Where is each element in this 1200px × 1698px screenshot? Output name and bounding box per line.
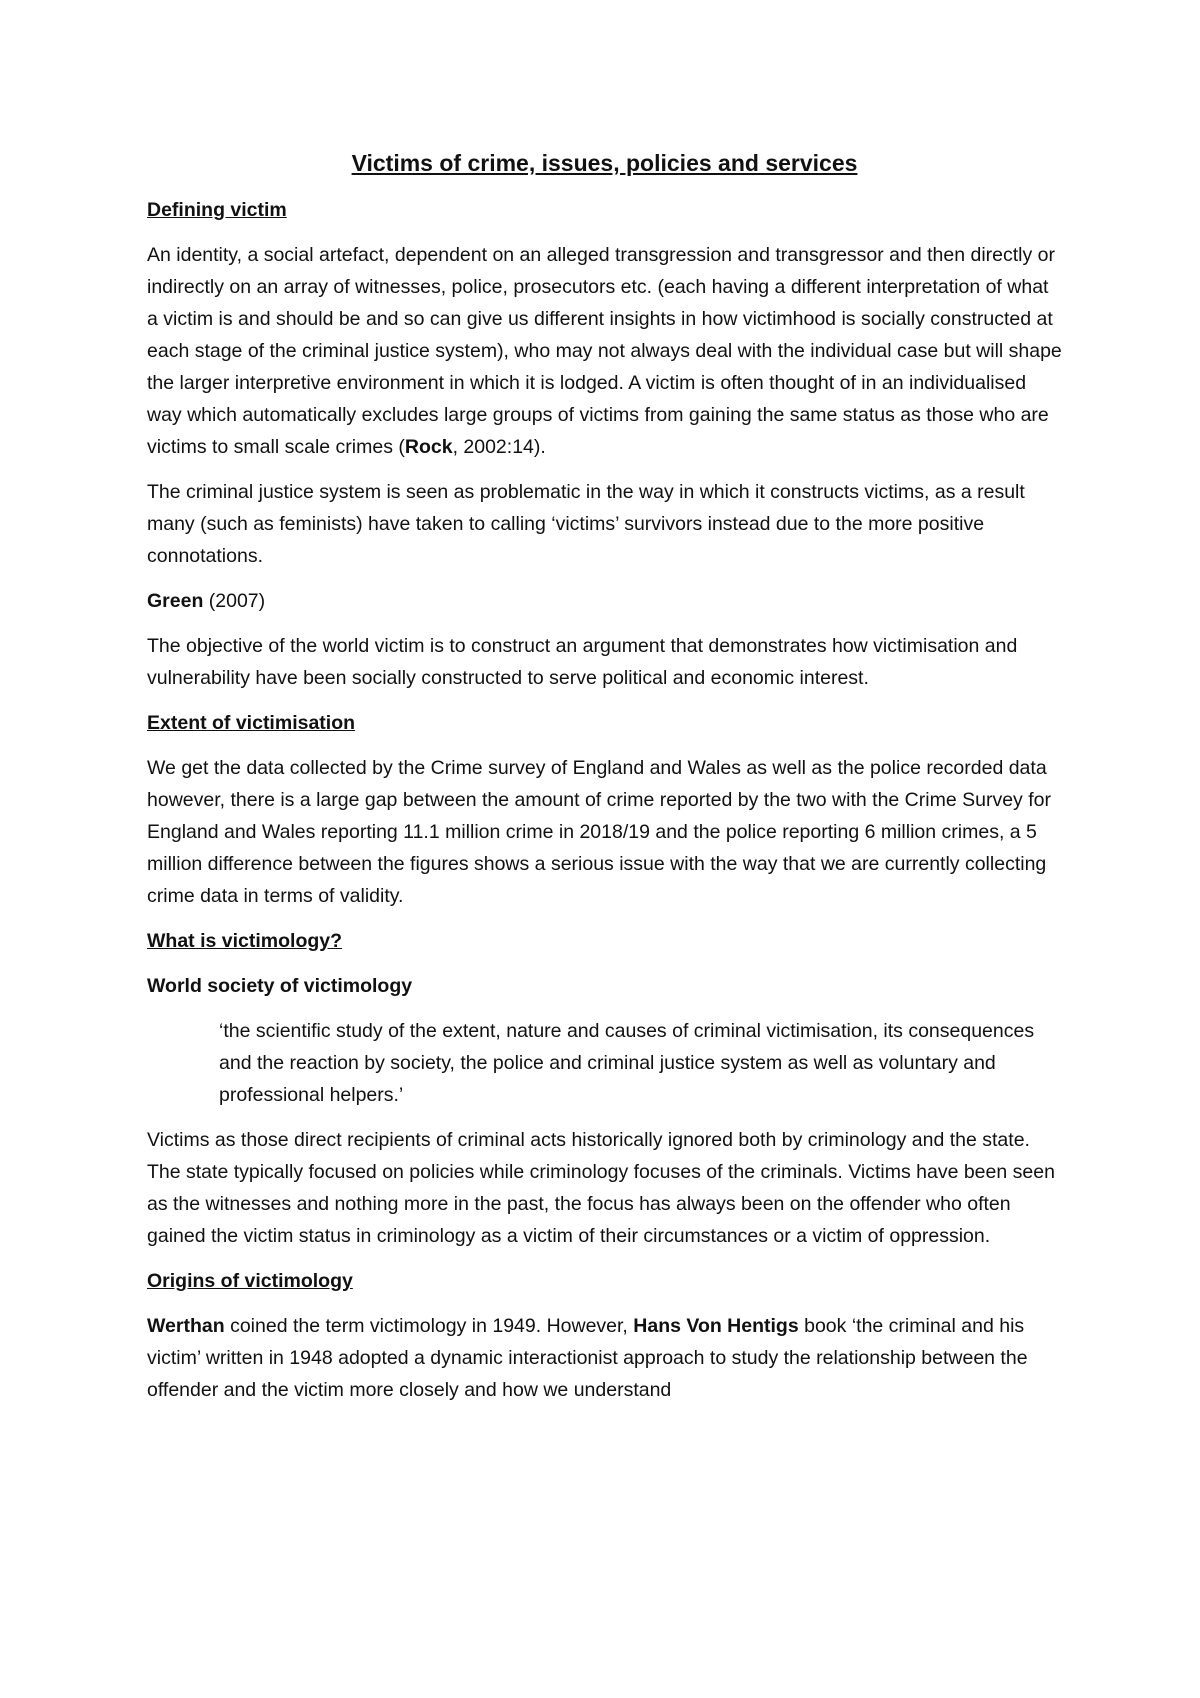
paragraph-origins (147, 1310, 1062, 1406)
author-rock: Rock (404, 436, 453, 458)
document-page (147, 146, 1062, 1419)
document-title: Victims of crime, issues, policies and services (351, 150, 858, 176)
paragraph-victims: Victims as those direct recipients of criminal acts historically ignored both by criminology and the state. The state typically focused on policies while criminology focuses of the criminals. Victims have been seen as the witnesses and nothing more in the past, the focus has always been on the offender who often gained the victim status in criminology as a victim of their circumstances or a victim of oppression. (147, 1129, 1055, 1247)
paragraph-green: The objective of the world victim is to construct an argument that demonstrates how victimisation and vulnerability have been socially constructed to serve political and economic interest. (147, 635, 1018, 689)
quote-definition: ‘the scientific study of the extent, nature and causes of criminal victimisation, its consequences and the reaction by society, the police and criminal justice system as well as voluntary and professional helpers.’ (219, 1020, 1035, 1106)
heading-origins-of-victimology: Origins of victimology (147, 1270, 353, 1292)
paragraph-text: An identity, a social artefact, dependent on an alleged transgression and transgressor and then directly or indirectly on an array of witnesses, police, prosecutors etc. (each having a different interpretation of what a victim is and should be and so can give us different insights in how victimhood is socially constructed at each stage of the criminal justice system), who may not always deal with the individual case but will shape the larger interpretive environment in which it is lodged. A victim is often thought of in an individualised way which automatically excludes large groups of victims from gaining the same status as those who are victims to small scale crimes ( (147, 244, 1062, 458)
heading-defining-victim: Defining victim (147, 199, 287, 221)
heading-extent-of-victimisation: Extent of victimisation (147, 712, 356, 734)
paragraph-defining-victim (147, 239, 1062, 463)
paragraph-extent: We get the data collected by the Crime survey of England and Wales as well as the police recorded data however, there is a large gap between the amount of crime reported by the two with the Crime Survey for England and Wales reporting 11.1 million crime in 2018/19 and the police reporting 6 million crimes, a 5 million difference between the figures shows a serious issue with the way that we are currently collecting crime data in terms of validity. (147, 757, 1051, 907)
citation-text: , 2002:14). (452, 436, 546, 458)
heading-world-society: World society of victimology (147, 975, 413, 997)
author-hans-von-hentigs: Hans Von Hentigs (633, 1315, 799, 1337)
paragraph-text: coined the term victimology in 1949. However, (224, 1315, 634, 1337)
citation-green (147, 585, 1062, 617)
author-green: Green (147, 590, 204, 612)
paragraph-text: book ‘the criminal and his victim’ written in 1948 adopted a dynamic interactionist approach to study the relationship between the offender and the victim more closely and how we understand (147, 1315, 1028, 1401)
author-werthan: Werthan (147, 1315, 225, 1337)
paragraph-criminal-justice: The criminal justice system is seen as problematic in the way in which it constructs victims, as a result many (such as feminists) have taken to calling ‘victims’ survivors instead due to the more positive connotations. (147, 481, 1025, 567)
heading-what-is-victimology: What is victimology? (147, 930, 343, 952)
citation-year: (2007) (203, 590, 266, 612)
